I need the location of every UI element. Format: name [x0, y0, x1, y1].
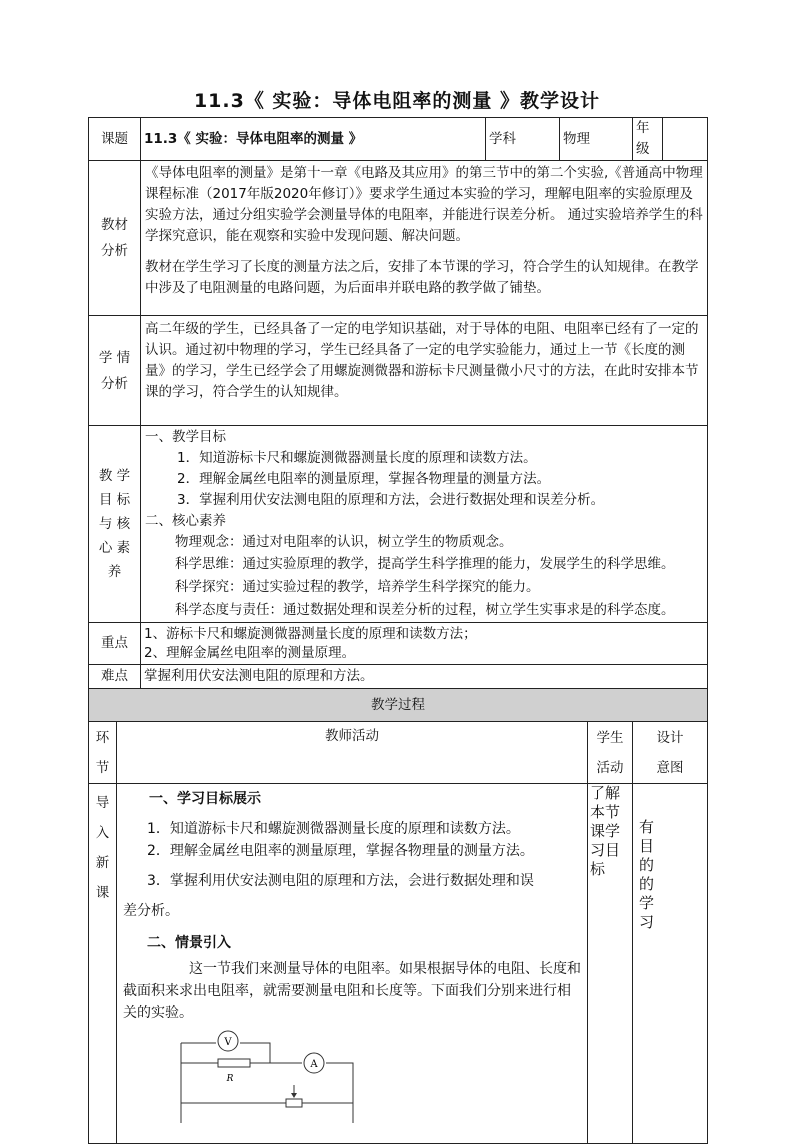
key-point: 2、理解金属丝电阻率的测量原理。	[144, 644, 356, 661]
learner-text: 高二年级的学生，已经具备了一定的电学知识基础，对于导体的电阻、电阻率已经有了一定的认识。通过初中物理的学习，学生已经具备了一定的电学实验能力，通过上一节《长度的测量》的学习，学生已经学会了用螺旋测微器和游标卡尺测量微小尺寸的方法，在此时安排本节课的学习，符合学生的认知规律。	[141, 316, 708, 426]
grade-label: 年级	[633, 118, 663, 161]
core-item: 科学思维：通过实验原理的教学，提高学生科学推理的能力，发展学生的科学思维。	[175, 556, 675, 572]
grade-value	[663, 118, 708, 161]
rheostat-icon	[286, 1099, 302, 1107]
core-item: 科学探究：通过实验过程的教学，培养学生科学探究的能力。	[175, 579, 540, 595]
process-heading: 教学过程	[89, 689, 708, 722]
topic-value: 11.3《 实验：导体电阻率的测量 》	[141, 118, 486, 161]
core-item: 科学态度与责任：通过数据处理和误差分析的过程，树立学生实事求是的科学态度。	[175, 602, 675, 618]
section-1-item: 2．理解金属丝电阻率的测量原理，掌握各物理量的测量方法。	[147, 843, 534, 859]
learner-label: 学 情 分析	[89, 316, 141, 426]
lesson-table	[88, 117, 708, 1144]
goal-item: 3．掌握利用伏安法测电阻的原理和方法，会进行数据处理和误差分析。	[177, 492, 605, 508]
page-title: 11.3《 实验：导体电阻率的测量 》教学设计	[193, 90, 601, 112]
section-2-text: 这一节我们来测量导体的电阻率。如果根据导体的电阻、长度和截面积来求出电阻率，就需要测量电阻和长度等。下面我们分别来进行相关的实验。	[123, 961, 581, 1021]
section-1-tail: 差分析。	[123, 903, 179, 919]
subject-value: 物理	[560, 118, 633, 161]
core-item: 物理观念：通过对电阻率的认识，树立学生的物质观念。	[175, 534, 513, 550]
difficult-text: 掌握利用伏安法测电阻的原理和方法。	[141, 665, 708, 689]
material-paragraph-2: 教材在学生学习了长度的测量方法之后，安排了本节课的学习，符合学生的认知规律。在教学中涉及了电阻测量的电路问题，为后面串并联电路的教学做了铺垫。	[145, 259, 699, 296]
stage-cell: 导 入 新 课	[89, 784, 117, 1144]
topic-label: 课题	[89, 118, 141, 161]
ammeter-label: A	[310, 1059, 318, 1070]
goal-item: 1．知道游标卡尺和螺旋测微器测量长度的原理和读数方法。	[177, 450, 537, 466]
col-student: 学生 活动	[588, 722, 633, 784]
key-point: 1、游标卡尺和螺旋测微器测量长度的原理和读数方法；	[144, 625, 477, 642]
section-1-item: 1．知道游标卡尺和螺旋测微器测量长度的原理和读数方法。	[147, 821, 520, 837]
goals-heading-1: 一、教学目标	[145, 429, 226, 445]
col-teacher: 教师活动	[117, 722, 588, 784]
difficult-label: 难点	[89, 665, 141, 689]
material-paragraph-1: 《导体电阻率的测量》是第十一章《电路及其应用》的第三节中的第二个实验,《普通高中物理课程标准（2017年版2020年修订）》要求学生通过本实验的学习，理解电阻率的实验原理及实验方法，通过分组实验学会测量导体的电阻率，并能进行误差分析。 通过实验培养学生的科学探究意识，能在观察和实验中发现问题、解决问题。	[145, 165, 703, 244]
key-points-label: 重点	[89, 623, 141, 665]
student-activity: 了解 本节 课学 习目 标	[588, 784, 633, 1144]
voltmeter-label: V	[224, 1037, 232, 1048]
design-intent: 有 目 的 的 学 习	[633, 784, 708, 1144]
circuit-diagram	[178, 1027, 358, 1123]
material-label: 教材 分析	[89, 161, 141, 316]
goals-heading-2: 二、核心素养	[145, 513, 226, 529]
section-1-item: 3．掌握利用伏安法测电阻的原理和方法，会进行数据处理和误	[147, 873, 534, 889]
subject-label: 学科	[486, 118, 560, 161]
col-stage: 环 节	[89, 722, 117, 784]
slider-arrow-icon	[291, 1093, 297, 1098]
goals-label: 教 学 目 标 与 核 心 素 养	[89, 426, 141, 623]
section-2-title: 二、情景引入	[147, 935, 231, 951]
col-intent: 设计 意图	[633, 722, 708, 784]
section-1-title: 一、学习目标展示	[149, 791, 261, 807]
resistor-label: R	[226, 1074, 234, 1084]
goal-item: 2．理解金属丝电阻率的测量原理，掌握各物理量的测量方法。	[177, 471, 551, 487]
resistor-icon	[218, 1059, 250, 1067]
